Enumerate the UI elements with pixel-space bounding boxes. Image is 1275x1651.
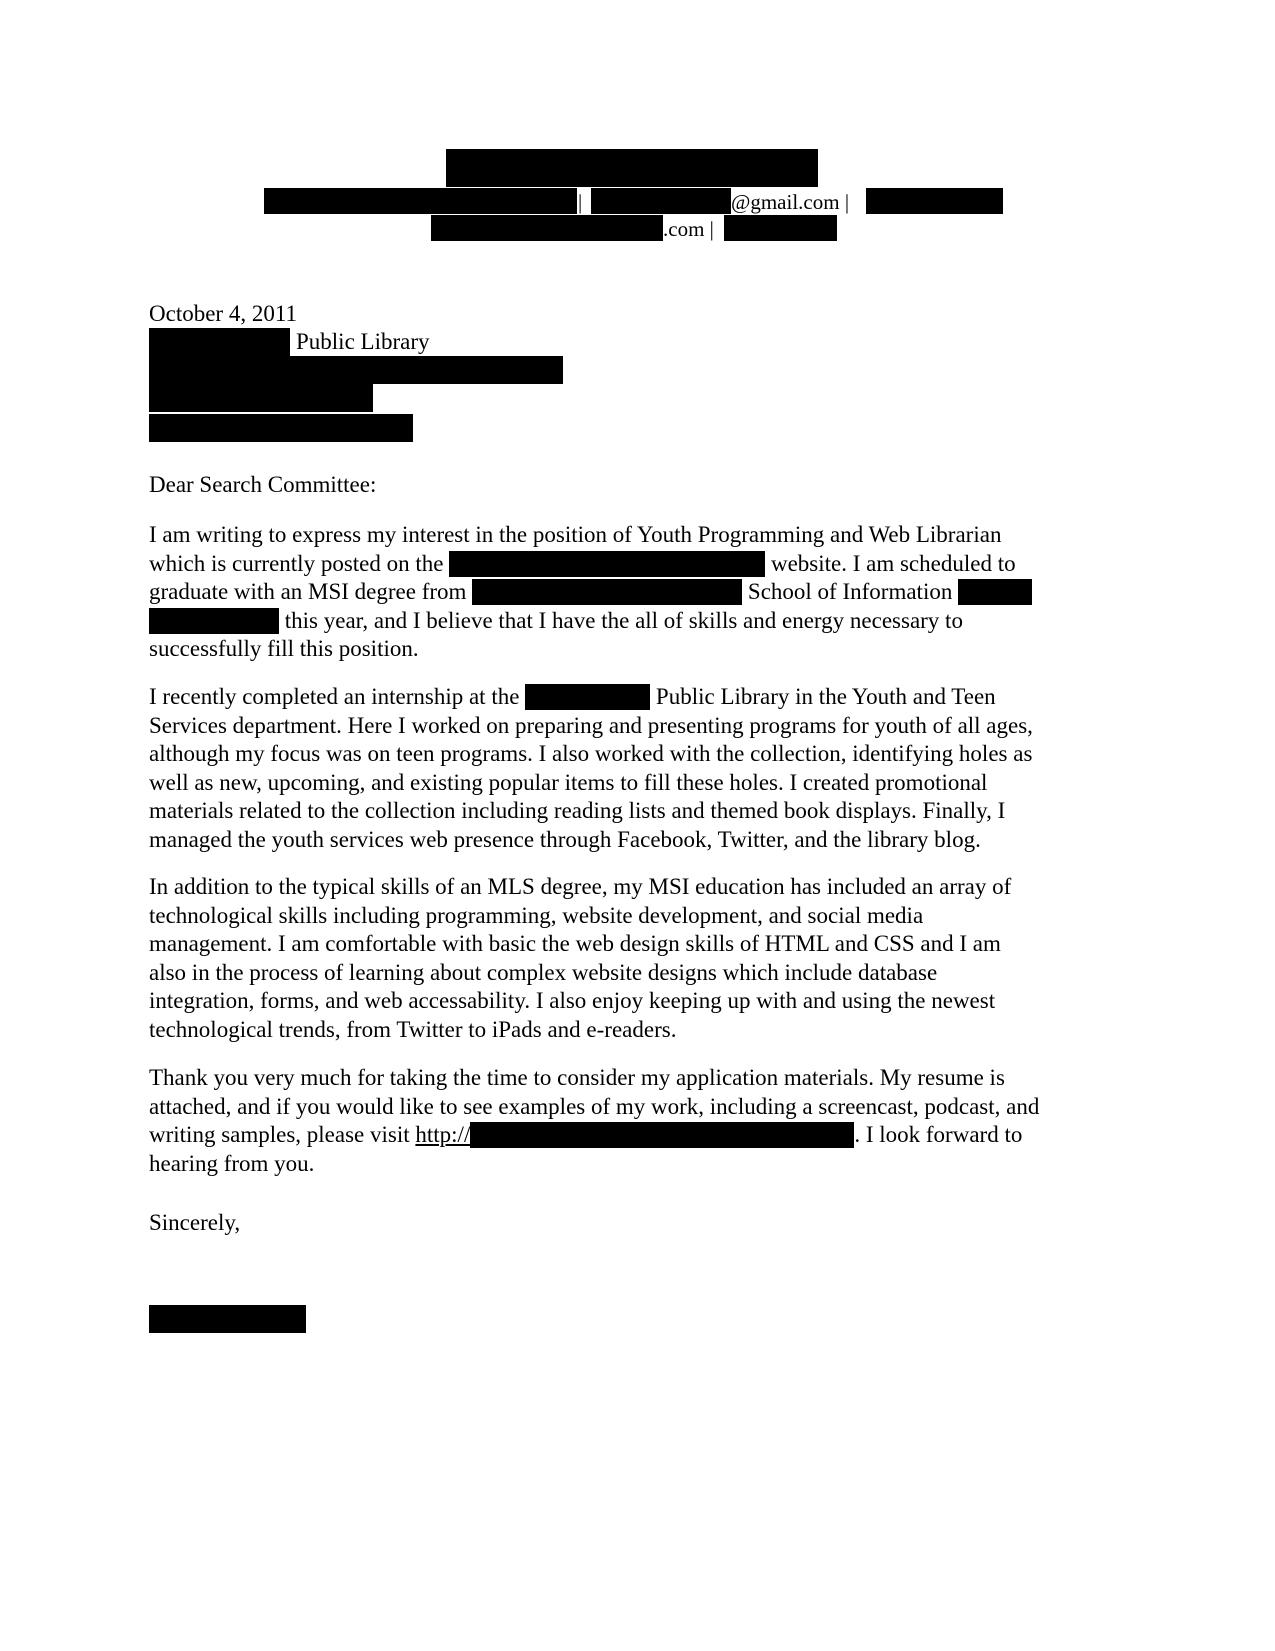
p3-line-2: technological skills including programming, website development, and social media [149, 902, 924, 928]
header-website-suffix: .com | [663, 217, 714, 241]
redacted-recipient-line-3 [149, 384, 373, 412]
p4-line-3-end: . I look forward to [854, 1122, 1023, 1148]
p4-line-3 [149, 1121, 1129, 1150]
redacted-library-name [149, 328, 290, 356]
p3-line-1: In addition to the typical skills of an MLS degree, my MSI education has included an array of [149, 874, 1012, 899]
paragraph-3 [149, 873, 1129, 1045]
p2-line-1-end: Public Library in the Youth and Teen [655, 684, 996, 709]
p3-line-4: also in the process of learning about complex website designs which include database [149, 959, 938, 985]
p1-line-4 [149, 607, 1129, 636]
redacted-university [472, 579, 742, 605]
redacted-name [446, 149, 818, 187]
p2-line-3: although my focus was on teen programs. I also worked with the collection, identifying holes as [149, 741, 1033, 767]
p1-line-3-end: School of Information [747, 579, 953, 605]
p2-line-1 [149, 683, 1129, 712]
recipient-library: Public Library [296, 329, 430, 354]
p4-line-2: attached, and if you would like to see examples of my work, including a screencast, podcast, and [149, 1093, 1040, 1119]
redacted-phone [866, 188, 1003, 214]
header-pipe: | [578, 190, 583, 214]
p2-line-1-start: I recently completed an internship at the [149, 684, 520, 709]
p2-line-2: Services department. Here I worked on preparing and presenting programs for youth of all ages, [149, 712, 1033, 738]
letter-date: October 4, 2011 [149, 301, 297, 326]
redacted-job-board [449, 551, 765, 577]
redacted-internship-library [525, 684, 650, 710]
p1-line-2 [149, 550, 1129, 579]
redacted-website [431, 215, 663, 241]
paragraph-4 [149, 1064, 1129, 1178]
p2-line-6: managed the youth services web presence through Facebook, Twitter, and the library blog. [149, 826, 981, 852]
redacted-recipient-line-4 [149, 414, 413, 442]
paragraph-1 [149, 521, 1129, 664]
redacted-signature [149, 1305, 306, 1333]
p4-line-1: Thank you very much for taking the time to consider my application materials. My resume is [149, 1065, 1005, 1090]
redacted-extra [724, 215, 837, 241]
redacted-portfolio-url [470, 1122, 854, 1148]
redacted-recipient-line-2 [149, 356, 563, 384]
p1-line-1: I am writing to express my interest in the position of Youth Programming and Web Librarian [149, 522, 1002, 547]
p1-line-2-end: website. I am scheduled to [770, 550, 1016, 576]
p3-line-6: technological trends, from Twitter to iPads and e-readers. [149, 1016, 677, 1042]
p3-line-5: integration, forms, and web accessability. I also enjoy keeping up with and using the newest [149, 988, 996, 1014]
portfolio-link-prefix[interactable]: http:// [415, 1122, 471, 1148]
paragraph-2 [149, 683, 1129, 855]
p1-line-5: successfully fill this position. [149, 636, 419, 662]
p1-line-3-start: graduate with an MSI degree from [149, 579, 467, 605]
p2-line-4: well as new, upcoming, and existing popular items to fill these holes. I created promotional [149, 769, 988, 795]
redacted-email-user [591, 188, 731, 214]
redacted-university-location-a [958, 579, 1032, 605]
redacted-address [264, 188, 577, 214]
p2-line-5: materials related to the collection including reading lists and themed book displays. Finally, I [149, 798, 1006, 824]
p1-line-2-start: which is currently posted on the [149, 550, 444, 576]
salutation: Dear Search Committee: [149, 472, 377, 497]
closing: Sincerely, [149, 1210, 241, 1235]
header-email-domain: @gmail.com | [731, 190, 850, 214]
p4-line-4: hearing from you. [149, 1150, 315, 1176]
portfolio-link[interactable] [415, 1122, 854, 1147]
redacted-university-location-b [149, 608, 279, 634]
p3-line-3: management. I am comfortable with basic the web design skills of HTML and CSS and I am [149, 931, 1001, 957]
p1-line-3 [149, 578, 1129, 607]
p4-line-3-start: writing samples, please visit [149, 1122, 410, 1148]
p1-line-4-text: this year, and I believe that I have the all of skills and energy necessary to [284, 607, 963, 633]
